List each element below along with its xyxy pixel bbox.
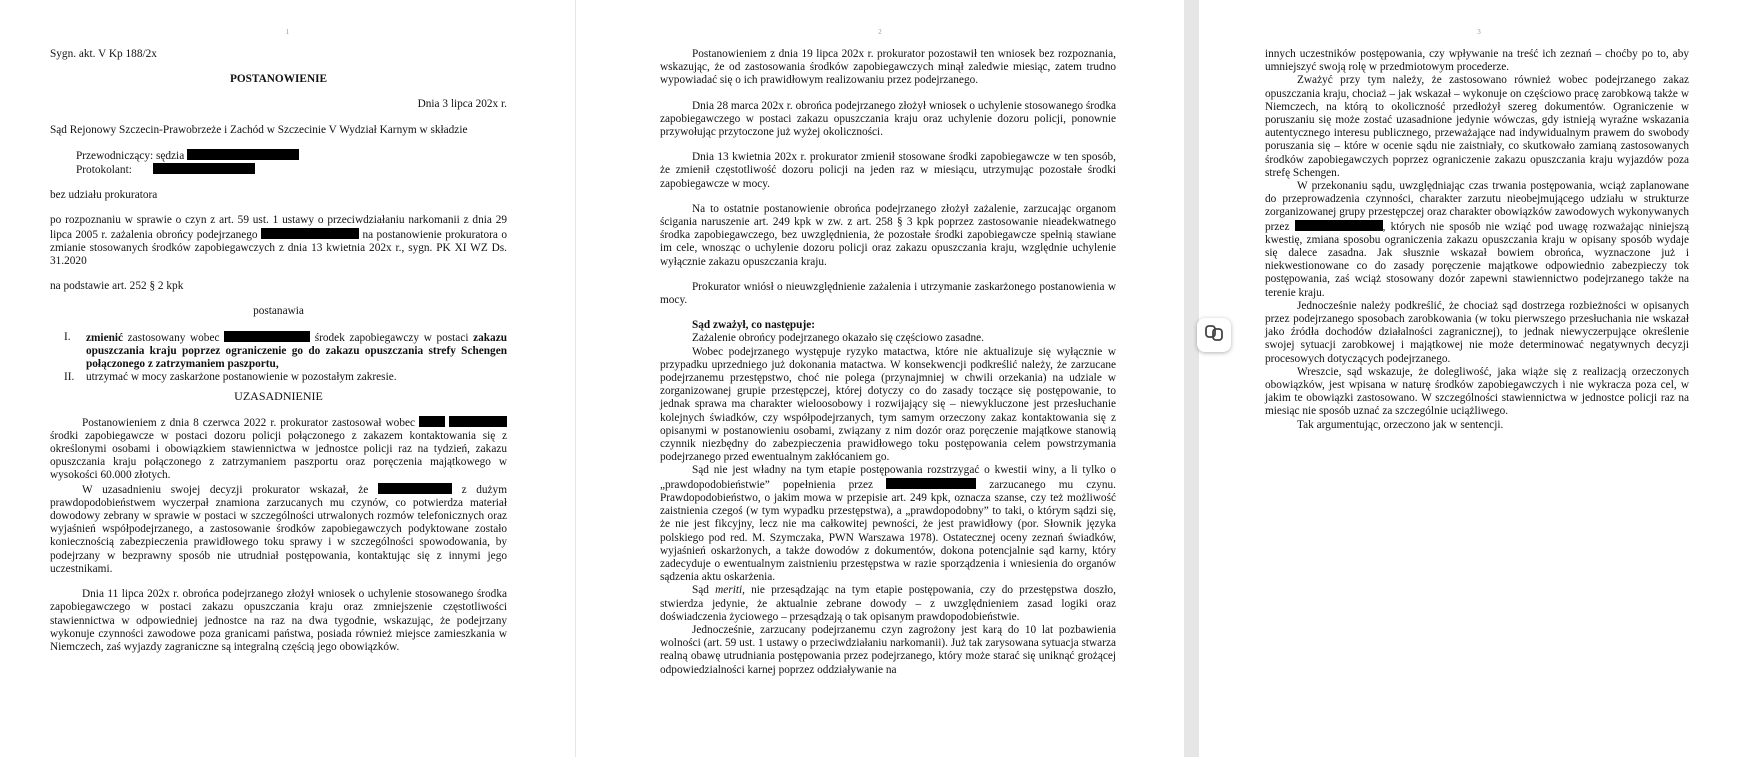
redaction xyxy=(153,163,255,174)
copilot-button[interactable] xyxy=(1197,318,1231,352)
decides-heading: postanawia xyxy=(253,305,304,318)
paragraph: Prokurator wniósł o nieuwzględnienie zażalenia i utrzymanie zaskarżonego postanowienia w mocy. xyxy=(660,280,1116,307)
document-page-2 xyxy=(576,0,1184,757)
document-page-3 xyxy=(1199,0,1759,757)
paragraph: Postanowieniem z dnia 8 czerwca 2022 r. prokurator zastosował wobec środki zapobiegawcze w postaci dozoru policji połączonego z zakazem kontaktowania się z określonymi osobami i obowiązkiem stawiennictwa w jednostce policji raz na tydzień, zakazu opuszczania kraju połączonego z zatrzymaniem paszportu oraz poręczenia majątkowego w wysokości 60.000 złotych. xyxy=(50,416,507,482)
paragraph: Sąd meriti, nie przesądzając na tym etapie postępowania, czy do przestępstwa doszło, stwierdza jedynie, że aktualnie zebrane dowody – z uwzględnieniem zasad logiki oraz doświadczenia życiowego – przesądzają o tak opisanym prawdopodobieństwie. xyxy=(660,584,1117,623)
paragraph: Jednocześnie należy podkreślić, że chociaż sąd dostrzega rozbieżności w opisanych przez podejrzanego sposobach zarobkowania (w toku pierwszego przesłuchania nie wskazał jako źródła dochodów działalności zagranicznej), to jednak niewyczerpujące określenie swojej sytuacji zarobkowej i majątkowej nie może determinować negatywnych decyzji procesowych dotyczących podejrzanego. xyxy=(1265,299,1689,365)
paragraph: Zważyć przy tym należy, że zastosowano również wobec podejrzanego zakaz opuszczania kraju, chociaż – jak wskazał – wykonuje on częściowo pracę zarobkową także w Niemczech, na którą to okoliczność przedłożył szereg dokumentów. Ograniczenie w poruszaniu się może zostać uzasadnione jedynie wówczas, gdy istnieją wyraźne wskazania autentycznego interesu publicznego, przeważające nad indywidualnym prawem do swobody poruszania się – które w ocenie sądu nie zaistniały, co skutkowało zamianą zastosowanych środków zapobiegawczych poprzez ograniczenie zakazu opuszczania kraju wyjazdów poza strefę Schengen. xyxy=(1265,74,1689,179)
redaction xyxy=(449,416,507,427)
page-number: 1 xyxy=(285,28,290,36)
paragraph: Jednocześnie, zarzucany podejrzanemu czyn zagrożony jest karą do 10 lat pozbawienia wolności (art. 59 ust. 1 ustawy o przeciwdziałaniu narkomanii). Już tak zarysowana sytuacja stwarza realną obawę utrudniania postępowania przez podejrzanego, który może starać się uniknąć grożącej odpowiedzialności karnej poprzez oddziaływanie na xyxy=(660,623,1116,676)
paragraph: Dnia 13 kwietnia 202x r. prokurator zmienił stosowane środki zapobiegawcze w ten sposób, że zmienił częstotliwość dozoru policji na jeden raz w miesiącu, utrzymując pozostałe środki zapobiegawcze w mocy. xyxy=(660,151,1116,190)
decision-item-2: II. utrzymać w mocy zaskarżone postanowienie w pozostałym zakresie. xyxy=(64,371,397,384)
copilot-icon xyxy=(1203,322,1225,349)
document-page-1 xyxy=(0,0,575,757)
redaction xyxy=(1295,220,1383,231)
paragraph: Sąd nie jest władny na tym etapie postępowania rozstrzygać o kwestii winy, a li tylko o „prawdopodobieństwie” popełnienia przez zarzucanego mu czynu. Prawdopodobieństwo, o jakim mowa w przepisie art. 249 kpk, oznacza szanse, czy też możliwość zaistnienia czegoś (w tym wypadku przestępstwa), a „prawdopodobny” to taki, o którym sądzi się, że nie jest fikcyjny, lecz nie ma całkowitej pewności, że jest prawidłowy (por. Słownik języka polskiego pod red. M. Szymczaka, PWN Warszawa 1978). Ostatecznej oceny zeznań świadków, wyjaśnień oskarżonych, a także dowodów z dokumentów, dokona potencjalnie sąd karny, który zadecyduje o ewentualnym zaistnieniu przestępstwa w razie sporządzenia i wniesienia do organów sądzenia aktu oskarżenia. xyxy=(660,464,1116,584)
justification-heading: UZASADNIENIE xyxy=(234,389,323,404)
clerk-line: Protokolant: xyxy=(50,163,507,177)
case-signature: Sygn. akt. V Kp 188/2x xyxy=(50,48,157,60)
redaction xyxy=(224,331,310,342)
intro-paragraph: po rozpoznaniu w sprawie o czyn z art. 59 ust. 1 ustawy o przeciwdziałaniu narkomanii z dnia 29 lipca 2005 r. zażalenia obrońcy podejrzanego na postanowienie prokuratora o zmianie stosowanych środków zapobiegawczych z dnia 13 kwietnia 202x r., sygn. PK XI WZ Ds. 31.2020 xyxy=(50,214,507,268)
page-number: 2 xyxy=(878,28,882,36)
section-heading: Sąd zważył, co następuje: xyxy=(692,319,816,332)
paragraph: Dnia 11 lipca 202x r. obrońca podejrzanego złożył wniosek o uchylenie stosowanego środka zapobiegawczego w postaci zakazu opuszczania kraju oraz zmniejszenie częstotliwości stawiennictwa w odpowiedniej jednostce na raz na dwa tygodnie, wskazując, że podejrzany wykonuje czynności zawodowe poza granicami państwa, posiada również miejsce zamieszkania w Niemczech, zaś wyjazdy zagraniczne są integralną częścią jego obowiązków. xyxy=(50,588,507,653)
paragraph: Wobec podejrzanego występuje ryzyko matactwa, które nie aktualizuje się wyłącznie w przypadku uprzedniego już dokonania matactwa. W konsekwencji podkreślić należy, że zarzucane podejrzanemu przestępstwo, choć nie polega (przynajmniej w chwili orzekania) na udziale w zorganizowanej grupie przestępczej, której dotyczy co do zasady toczące się postępowanie, to jednak sprawa ma charakter wieloosobowy i rozwijający się – niewykluczone jest przesłuchanie kolejnych świadków, czy współpodejrzanych, tym samym orzeczony zakaz kontaktowania się z opisanymi w postanowieniu osobami, związany z nim dozór oraz poręczenie majątkowe stanowią czynnik niezbędny do zabezpieczenia prawidłowego toku postępowania celem powstrzymania podejrzanego przed ewentualnym zakłócaniem go. xyxy=(660,345,1116,464)
redaction xyxy=(261,228,359,239)
page-number: 3 xyxy=(1477,28,1481,36)
no-prosecutor: bez udziału prokuratora xyxy=(50,189,158,202)
paragraph: Na to ostatnie postanowienie obrońca podejrzanego złożył zażalenie, zarzucając organom ścigania naruszenie art. 249 kpk w zw. z art. 258 § 3 kpk poprzez zastosowanie nieadekwatnego środka zapobiegawczego, bez uwzględnienia, że pozostałe środki zapobiegawcze spełnią stawiane im cele, wnosząc o uchylenie dozoru policji oraz zakazu opuszczania kraju, względnie uchylenie wyłącznie zakazu opuszczania kraju. xyxy=(660,202,1116,268)
legal-basis: na podstawie art. 252 § 2 kpk xyxy=(50,280,184,293)
paragraph: innych uczestników postępowania, czy wpływanie na treść ich zeznań – choćby po to, aby umniejszyć swoją rolę w przedmiotowym procederze. xyxy=(1265,48,1689,74)
document-date: Dnia 3 lipca 202x r. xyxy=(417,98,507,111)
chair-line: Przewodniczący: sędzia xyxy=(50,149,507,163)
paragraph: Tak argumentując, orzeczono jak w sentencji. xyxy=(1297,418,1504,431)
redaction xyxy=(187,149,299,160)
decision-item-1: I. zmienić zastosowany wobec środek zapobiegawczy w postaci zakazu opuszczania kraju poprzez ograniczenie go do zakazu opuszczania strefy Schengen połączonego z zatrzymaniem paszportu, xyxy=(64,330,507,371)
paragraph: W uzasadnieniu swojej decyzji prokurator wskazał, że z dużym prawdopodobieństwem wyczerpał znamiona zarzucanych mu czynów, co potwierdza materiał dowodowy zebrany w sprawie w postaci w szczególności utrwalonych rozmów telefonicznych oraz wyjaśnień współpodejrzanego, a zastosowanie środków zapobiegawczych podyktowane zostało koniecznością zabezpieczenia prawidłowego toku sprawy i w szczególności spowodowania, by podejrzany w bezprawny sposób nie utrudniał postępowania, kontaktując się z innymi jego uczestnikami. xyxy=(50,483,507,575)
redaction xyxy=(886,478,976,489)
paragraph: Zażalenie obrońcy podejrzanego okazało się częściowo zasadne. xyxy=(692,332,985,345)
paragraph: Postanowieniem z dnia 19 lipca 202x r. prokurator pozostawił ten wniosek bez rozpoznania, wskazując, że od zastosowania środków zapobiegawczych minął zaledwie miesiąc, zatem trudno wypowiadać się o ich prawidłowym realizowaniu przez podejrzanego. xyxy=(660,48,1116,87)
paragraph: W przekonaniu sądu, uwzględniając czas trwania postępowania, wciąż zaplanowane do przeprowadzenia czynności, charakter zarzutu nieobejmującego udziału w strukturze zorganizowanej grupy przestępczej oraz charakter obowiązków zawodowych wykonywanych przez , których nie sposób nie wziąć pod uwagę rozważając niniejszą kwestię, zmiana sposobu ograniczenia zakazu opuszczania kraju w opisany sposób wydaje się dalece zasadna. Jak słusznie wskazał bowiem obrońca, wyznaczone już i niekwestionowane co do zasady poręczenie majątkowe odpowiednio zabezpieczy tok postępowania, zaś wciąż stosowany dozór zapewni stawiennictwo podejrzanego także na terenie kraju. xyxy=(1265,180,1689,299)
redaction xyxy=(378,483,452,494)
document-title: POSTANOWIENIE xyxy=(229,73,328,86)
paragraph: Wreszcie, sąd wskazuje, że dolegliwość, jaka wiąże się z realizacją orzeczonych obowiązków, jest wpisana w naturę środków zapobiegawczych i nie wykracza poza cel, w jakim te obowiązki zastosowano. W szczególności stawiennictwa w jednostce policji raz na miesiąc nie sposób uznać za szczególnie uciążliwego. xyxy=(1265,365,1689,418)
redaction xyxy=(419,416,445,427)
court-name: Sąd Rejonowy Szczecin-Prawobrzeże i Zachód w Szczecinie V Wydział Karnym w składzie xyxy=(50,123,468,136)
paragraph: Dnia 28 marca 202x r. obrońca podejrzanego złożył wniosek o uchylenie stosowanego środka zapobiegawczego w postaci zakazu opuszczania kraju oraz uchylenie dozoru policji, ponownie przywołując przytoczone już wyżej okoliczności. xyxy=(660,99,1116,139)
